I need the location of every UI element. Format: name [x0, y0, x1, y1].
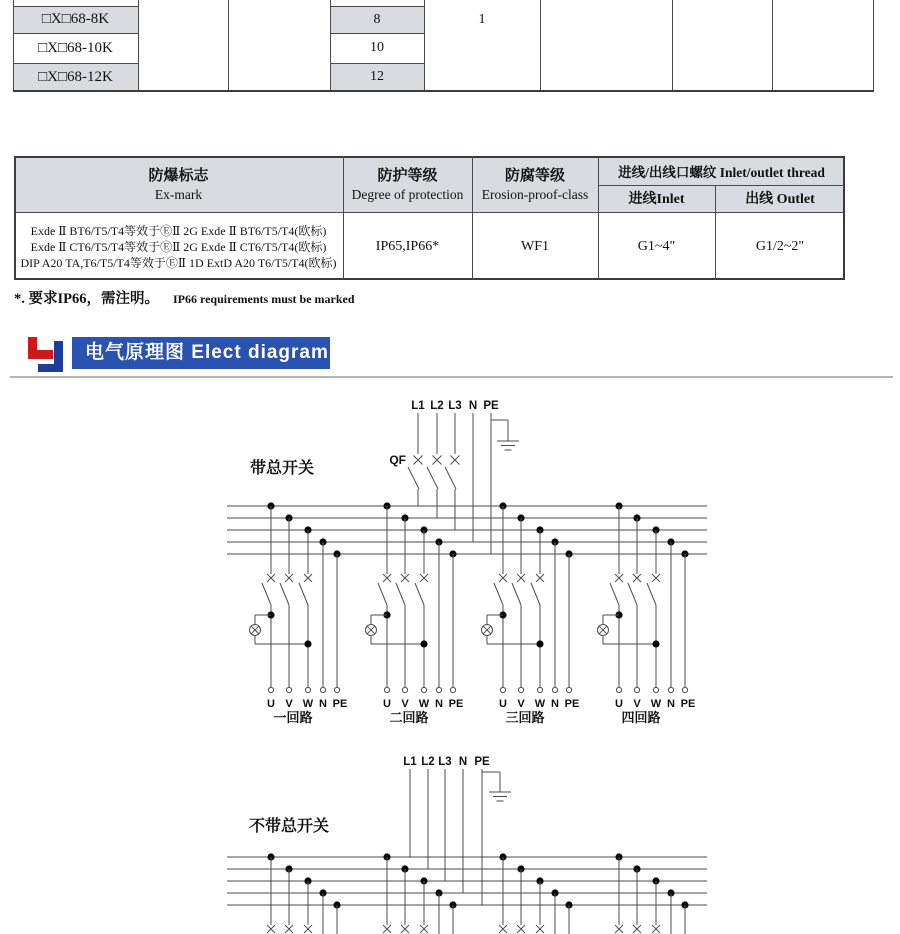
terminal	[268, 687, 273, 692]
terminal	[500, 687, 505, 692]
output-label: PE	[564, 698, 580, 710]
qf-switch-blade	[408, 467, 419, 489]
header-protection-en: Degree of protection	[351, 186, 464, 202]
header-protection-zh: 防护等级	[377, 167, 438, 184]
switch-blade	[610, 583, 619, 605]
terminal	[668, 687, 673, 692]
header-protection	[343, 156, 472, 213]
table-border-line	[13, 90, 874, 92]
output-label: V	[285, 698, 293, 710]
table-border-line	[138, 0, 139, 92]
header-thread: 进线/出线口螺纹 Inlet/outlet thread	[618, 164, 825, 180]
output-label: W	[418, 698, 430, 710]
output-label: U	[383, 698, 391, 710]
section-banner	[72, 337, 330, 369]
model-cell: □X□68-8K	[41, 11, 110, 27]
incoming-label: N	[468, 400, 478, 412]
switch-blade	[378, 583, 387, 605]
terminal	[450, 687, 455, 692]
output-label: W	[302, 698, 314, 710]
wiring-diagram-with-main-switch	[0, 392, 900, 732]
ex-mark-line: Exde Ⅱ BT6/T5/T4等效于ⒺⅡ 2G Exde Ⅱ BT6/T5/T4(欧标)	[30, 223, 327, 238]
header-erosion	[472, 156, 598, 213]
header-inlet: 进线Inlet	[628, 192, 685, 207]
junction-dot	[652, 640, 659, 647]
incoming-label: L1	[403, 756, 417, 768]
diagram-caption: 带总开关	[249, 460, 315, 477]
footnote-en: IP66 requirements must be marked	[173, 292, 355, 306]
output-label: U	[267, 698, 275, 710]
terminal	[634, 687, 639, 692]
incoming-label: L1	[411, 400, 425, 412]
lamp-count-cell: 10	[370, 40, 384, 55]
output-label: V	[517, 698, 525, 710]
header-ex-mark-en: Ex-mark	[154, 186, 203, 202]
lamp-count-cell: 12	[370, 69, 384, 84]
circuit-name: 一回路	[273, 710, 313, 725]
terminal	[320, 687, 325, 692]
incoming-label: PE	[483, 400, 499, 412]
ex-mark-value	[14, 213, 343, 280]
terminal	[286, 687, 291, 692]
table-border-line	[672, 0, 673, 92]
output-label: V	[633, 698, 641, 710]
terminal	[305, 687, 310, 692]
terminal	[552, 687, 557, 692]
terminal	[421, 687, 426, 692]
terminal	[653, 687, 658, 692]
output-label: PE	[332, 698, 348, 710]
switch-blade	[415, 583, 424, 605]
switch-blade	[628, 583, 637, 605]
header-erosion-en: Erosion-proof-class	[481, 186, 589, 202]
switch-blade	[280, 583, 289, 605]
lamp-count-cell: 8	[373, 11, 381, 27]
junction-dot	[420, 640, 427, 647]
output-label: N	[435, 698, 443, 710]
output-label: U	[615, 698, 623, 710]
output-label: N	[551, 698, 559, 710]
brand-logo	[26, 334, 66, 372]
incoming-label: N	[458, 756, 468, 768]
terminal	[334, 687, 339, 692]
output-label: N	[667, 698, 675, 710]
section-title: 电气原理图 Elect diagram	[85, 342, 329, 363]
qf-label: QF	[389, 453, 406, 467]
terminal	[384, 687, 389, 692]
qf-switch-blade	[445, 467, 456, 489]
switch-blade	[262, 583, 271, 605]
qf-switch-blade	[427, 467, 438, 489]
incoming-label: PE	[474, 756, 490, 768]
output-label: W	[534, 698, 546, 710]
model-cell: □X□68-12K	[38, 68, 113, 85]
erosion-value: WF1	[521, 238, 549, 254]
incoming-label: L2	[430, 400, 444, 412]
junction-dot	[536, 640, 543, 647]
output-label: PE	[448, 698, 464, 710]
header-outlet: 出线 Outlet	[745, 192, 815, 207]
terminal	[616, 687, 621, 692]
spec-table	[0, 156, 900, 281]
output-label: N	[319, 698, 327, 710]
protection-value: IP65,IP66*	[375, 238, 440, 254]
switch-blade	[531, 583, 540, 605]
terminal	[402, 687, 407, 692]
header-erosion-zh: 防腐等级	[504, 167, 565, 184]
ex-mark-line: DIP A20 TA,T6/T5/T4等效于ⒺⅡ 1D ExtD A20 T6/T5/T4(欧标)	[20, 255, 337, 270]
incoming-label: L3	[438, 756, 452, 768]
ex-mark-line: Exde Ⅱ CT6/T5/T4等效于ⒺⅡ 2G Exde Ⅱ CT6/T5/T4(欧标)	[30, 239, 327, 254]
switch-blade	[299, 583, 308, 605]
table-border-line	[772, 0, 773, 92]
terminal	[518, 687, 523, 692]
output-label: W	[650, 698, 662, 710]
switch-blade	[647, 583, 656, 605]
terminal	[682, 687, 687, 692]
terminal	[566, 687, 571, 692]
footnote-zh: *. 要求IP66，需注明。	[14, 291, 159, 307]
diagram-caption: 不带总开关	[248, 818, 330, 835]
junction-dot	[304, 640, 311, 647]
wiring-diagram-without-main-switch	[0, 746, 900, 934]
model-table	[0, 0, 900, 94]
incoming-label: L2	[421, 756, 435, 768]
header-ex-mark-zh: 防爆标志	[148, 167, 209, 184]
circuit-name: 二回路	[389, 710, 429, 725]
table-border-line	[540, 0, 541, 92]
switch-blade	[396, 583, 405, 605]
circuit-name: 四回路	[621, 710, 661, 725]
incoming-label: L3	[448, 400, 462, 412]
table-border-line	[228, 0, 229, 92]
output-label: U	[499, 698, 507, 710]
circuit-name: 三回路	[505, 710, 545, 725]
output-label: PE	[680, 698, 696, 710]
section-divider	[10, 376, 893, 378]
logo-red-shape	[28, 337, 53, 359]
header-ex-mark	[14, 156, 343, 213]
inlet-value: G1~4"	[637, 238, 676, 254]
outlet-value: G1/2~2"	[755, 238, 805, 254]
table-border-line	[873, 0, 874, 92]
output-label: V	[401, 698, 409, 710]
terminal	[537, 687, 542, 692]
switch-blade	[494, 583, 503, 605]
footnote	[14, 287, 355, 308]
terminal	[436, 687, 441, 692]
switch-blade	[512, 583, 521, 605]
quantity-cell: 1	[478, 11, 486, 27]
model-cell: □X□68-10K	[38, 39, 113, 56]
